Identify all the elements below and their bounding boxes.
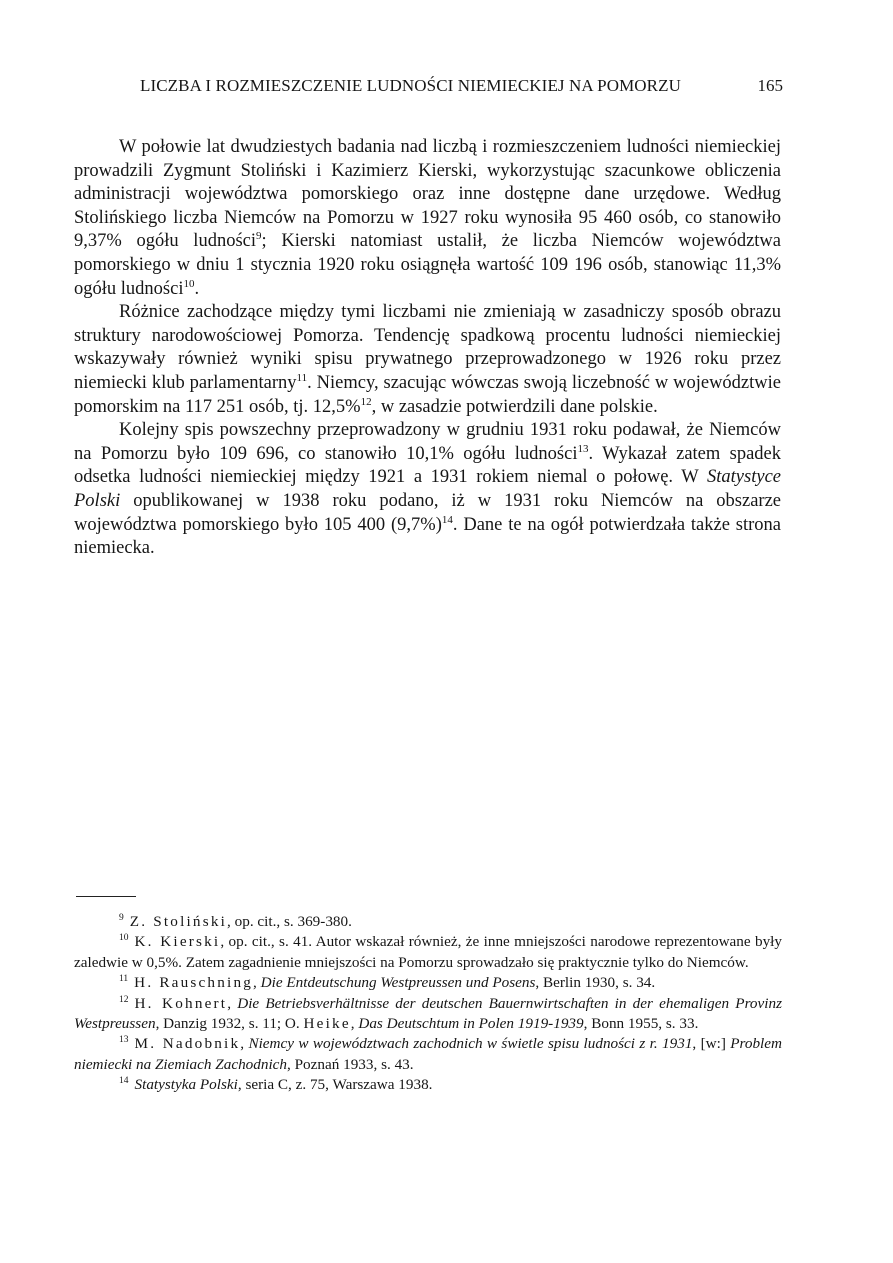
footnote-12: [74, 994, 782, 1035]
text-run: . Wykazał zatem spadek odsetka ludności niemieckiej między 1921 a 1931 rokiem niemal o połowę. W: [74, 443, 781, 488]
italic-title: Statystyce Polski: [74, 467, 781, 511]
footnote-ref-9[interactable]: 9: [256, 230, 262, 243]
footnote-text: , seria C, z. 75, Warszawa 1938.: [237, 1076, 433, 1094]
footnote-text: , [w:]: [692, 1035, 731, 1053]
footnote-author: H. Kohnert: [134, 994, 228, 1012]
footnote-10: [74, 932, 782, 973]
running-title: LICZBA I ROZMIESZCZENIE LUDNOŚCI NIEMIECKIEJ NA POMORZU: [140, 76, 681, 95]
footnote-separator: [76, 896, 136, 897]
footnote-11: [74, 973, 782, 993]
footnotes: [74, 912, 782, 1096]
text-run: .: [194, 278, 200, 299]
footnote-number: 14: [119, 1076, 129, 1087]
footnote-text: , op. cit., s. 41. Autor wskazał również, że inne mniejszości narodowe reprezentowane były zaledwie w 0,5%. Zatem zagadnienie mniejszości na Pomorzu sprowadzało się praktycznie tylko do Niemców.: [74, 933, 782, 971]
footnote-9: [74, 912, 782, 932]
footnote-author: M. Nadobnik: [134, 1035, 241, 1053]
footnote-number: 10: [119, 933, 129, 944]
text-run: , w zasadzie potwierdzili dane polskie.: [371, 396, 658, 417]
footnote-number: 13: [119, 1035, 129, 1046]
text-run: Kolejny spis powszechny przeprowadzony w grudniu 1931 roku podawał, że Niemców na Pomorzu było 109 696, co stanowiło 10,1% ogółu ludności: [74, 420, 781, 464]
footnote-author-2: Heike: [303, 1015, 351, 1033]
footnote-title: Niemcy w województwach zachodnich w świetle spisu ludności z r. 1931: [248, 1035, 693, 1053]
footnote-title: Die Betriebsverhältnisse der deutschen Bauernwirtschaften in der ehemaligen Provinz Westpreussen: [74, 994, 782, 1033]
text-run: . Niemcy, szacując wówczas swoją liczebność w województwie pomorskim na 117 251 osób, tj. 12,5%: [74, 372, 781, 417]
footnote-author: H. Rauschning: [134, 974, 254, 992]
footnote-13: [74, 1034, 782, 1075]
text-run: . Dane te na ogół potwierdzała także strona niemiecka.: [74, 514, 781, 559]
footnote-text: , Poznań 1933, s. 43.: [287, 1055, 414, 1073]
footnote-author: K. Kierski: [134, 933, 221, 951]
footnote-number: 12: [119, 994, 129, 1005]
footnote-number: 11: [119, 974, 129, 985]
main-text: [74, 136, 781, 561]
footnote-sep: ,: [253, 974, 261, 992]
paragraph-1: [74, 136, 781, 301]
footnote-title: Die Entdeutschung Westpreussen und Posens: [260, 974, 536, 992]
footnote-title: Statystyka Polski: [134, 1076, 238, 1094]
footnote-text: , Danzig 1932, s. 11; O.: [155, 1015, 304, 1033]
footnote-text: , Berlin 1930, s. 34.: [535, 974, 656, 992]
footnote-14: [74, 1075, 782, 1095]
text-run: opublikowanej w 1938 roku podano, iż w 1931 roku Niemców na obszarze województwa pomorskiego było 105 400 (9,7%): [74, 490, 781, 535]
footnote-ref-10[interactable]: 10: [183, 277, 195, 290]
footnote-author: Z. Stoliński: [129, 913, 228, 930]
footnote-text: , Bonn 1955, s. 33.: [583, 1015, 699, 1033]
paragraph-3: [74, 419, 781, 561]
page-number: 165: [757, 76, 783, 95]
footnote-number: 9: [119, 913, 124, 923]
footnote-ref-13[interactable]: 13: [577, 442, 589, 455]
text-run: W połowie lat dwudziestych badania nad liczbą i rozmieszczeniem ludności niemieckiej prowadzili Zygmunt Stoliński i Kazimierz Kierski, wykorzystując szacunkowe obliczenia administracji województwa pomorskiego oraz inne dostępne dane urzędowe. Według Stolińskiego liczba Niemców na Pomorzu w 1927 roku wynosiła 95 460 osób, co stanowiło 9,37% ogółu ludności: [74, 137, 781, 252]
footnote-text: , op. cit., s. 369-380.: [227, 913, 352, 930]
footnote-title-2: Das Deutschtum in Polen 1919-1939: [358, 1015, 584, 1033]
footnote-title-2: Problem niemiecki na Ziemiach Zachodnich: [74, 1035, 782, 1073]
footnote-ref-14[interactable]: 14: [441, 513, 453, 526]
running-header: [140, 76, 783, 100]
text-run: ; Kierski natomiast ustalił, że liczba Niemców województwa pomorskiego w dniu 1 stycznia 1920 roku osiągnęła wartość 109 196 osób, stanowiąc 11,3% ogółu ludności: [74, 231, 781, 299]
footnote-sep: ,: [350, 1015, 359, 1033]
footnote-sep: ,: [227, 994, 238, 1012]
footnote-sep: ,: [240, 1035, 249, 1053]
footnote-ref-11[interactable]: 11: [296, 371, 308, 384]
paragraph-2: [74, 301, 781, 419]
text-run: Różnice zachodzące między tymi liczbami nie zmieniają w zasadniczy sposób obrazu struktury narodowościowej Pomorza. Tendencję spadkową procentu ludności niemieckiej wskazywały również wyniki spisu prywatnego przeprowadzonego w 1926 roku przez niemiecki klub parlamentarny: [74, 302, 781, 393]
footnote-ref-12[interactable]: 12: [360, 395, 372, 408]
